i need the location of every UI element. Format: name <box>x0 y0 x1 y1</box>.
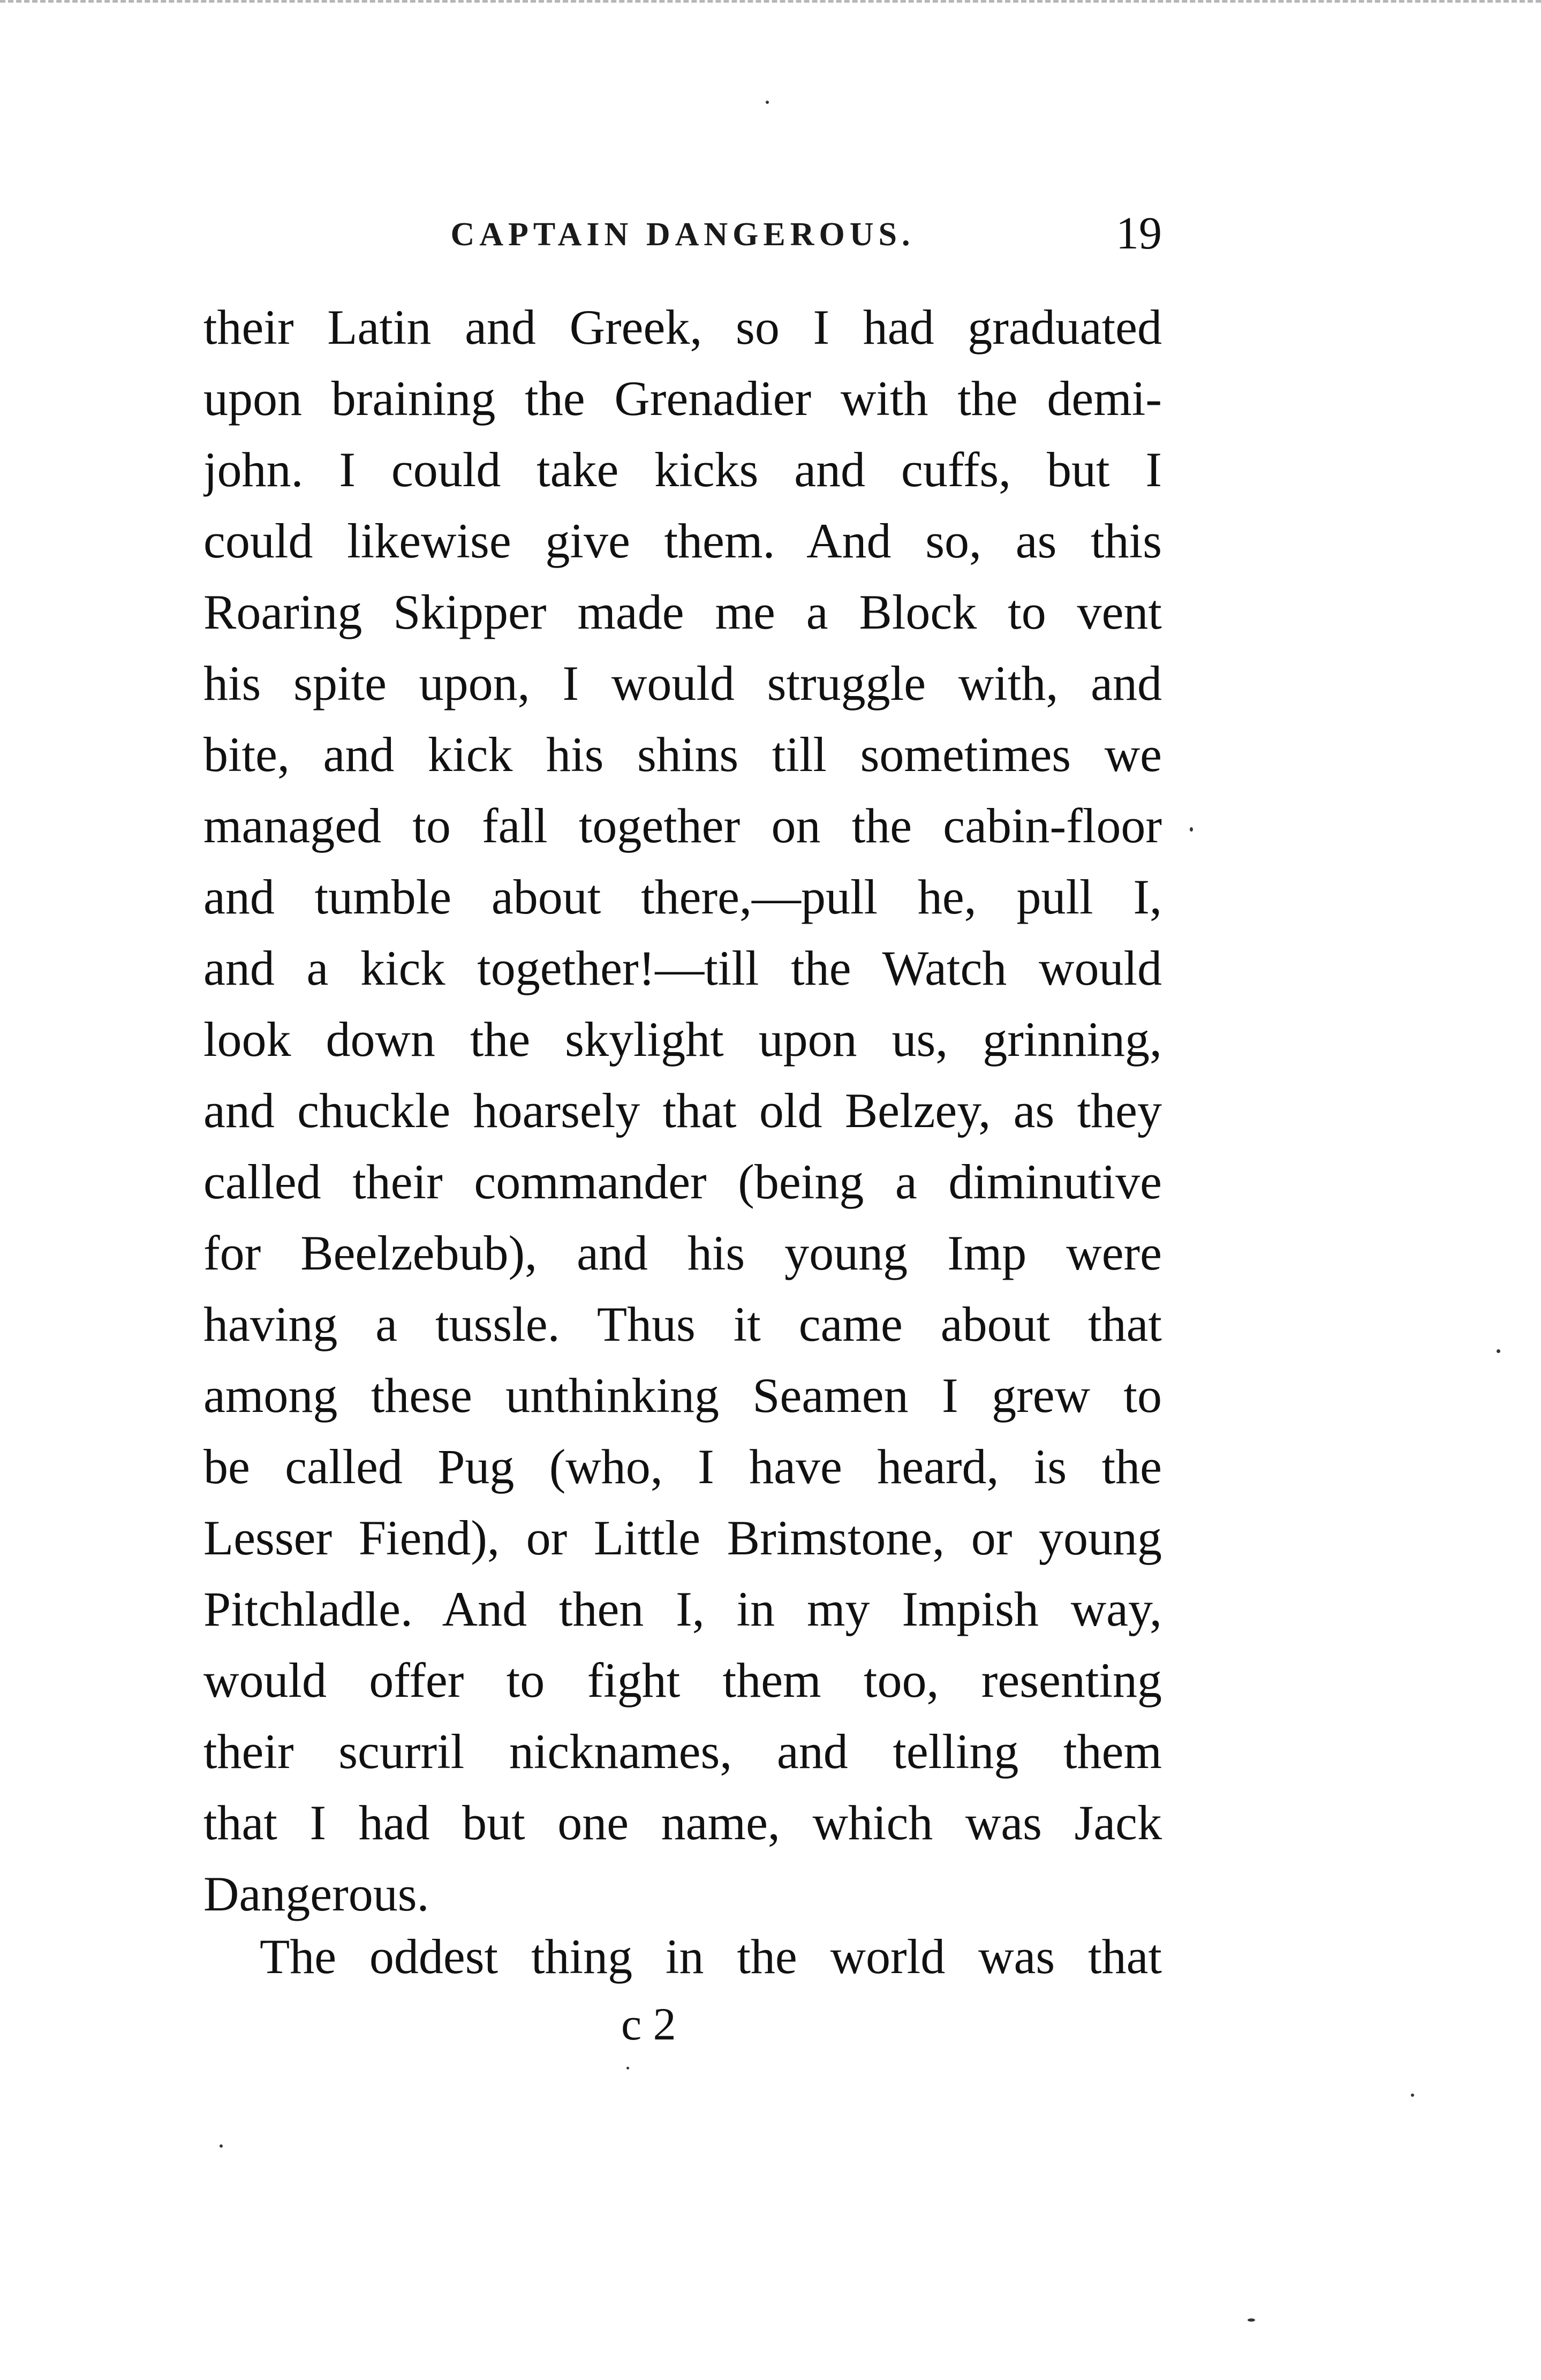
text-line: and tumble about there,—pull he, pull I, <box>203 870 1162 924</box>
text-line: look down the skylight upon us, grinning, <box>203 1012 1162 1067</box>
text-line: among these unthinking Seamen I grew to <box>203 1368 1162 1423</box>
text-line: his spite upon, I would struggle with, and <box>203 656 1162 711</box>
scan-speck <box>1248 2318 1255 2322</box>
running-title: CAPTAIN DANGEROUS. <box>450 216 915 253</box>
scan-speck <box>1190 827 1193 832</box>
text-line: john. I could take kicks and cuffs, but I <box>203 442 1162 497</box>
text-line: having a tussle. Thus it came about that <box>203 1297 1162 1351</box>
text-line: The oddest thing in the world was that <box>260 1929 1162 1984</box>
scan-speck <box>1497 1349 1500 1353</box>
text-line: called their commander (being a diminutive <box>203 1154 1162 1209</box>
text-line: Pitchladle. And then I, in my Impish way, <box>203 1582 1162 1636</box>
text-line: that I had but one name, which was Jack <box>203 1795 1162 1850</box>
scan-speck <box>220 2144 223 2148</box>
text-line: could likewise give them. And so, as this <box>203 513 1162 568</box>
text-line: Dangerous. <box>203 1867 429 1921</box>
text-line: their scurril nicknames, and telling them <box>203 1724 1162 1779</box>
text-line: for Beelzebub), and his young Imp were <box>203 1226 1162 1280</box>
paragraph-1 <box>203 292 1162 1930</box>
running-head <box>203 206 1162 265</box>
scan-edge-rule <box>0 0 1541 8</box>
scan-speck <box>626 2067 629 2069</box>
text-line: Roaring Skipper made me a Block to vent <box>203 585 1162 639</box>
page-number: 19 <box>1116 207 1162 259</box>
text-line: managed to fall together on the cabin-floor <box>203 798 1162 853</box>
text-line: would offer to fight them too, resenting <box>203 1653 1162 1707</box>
text-line: bite, and kick his shins till sometimes we <box>203 727 1162 782</box>
scan-speck <box>766 101 769 104</box>
text-line: be called Pug (who, I have heard, is the <box>203 1439 1162 1494</box>
text-line: and a kick together!—till the Watch would <box>203 941 1162 995</box>
text-line: upon braining the Grenadier with the demi- <box>203 371 1162 426</box>
text-line: and chuckle hoarsely that old Belzey, as they <box>203 1083 1162 1138</box>
paragraph-2 <box>203 1921 1162 1992</box>
text-line: their Latin and Greek, so I had graduated <box>203 300 1162 354</box>
signature-mark: c 2 <box>621 1998 676 2050</box>
text-line: Lesser Fiend), or Little Brimstone, or young <box>203 1510 1162 1565</box>
scan-speck <box>1411 2094 1414 2097</box>
